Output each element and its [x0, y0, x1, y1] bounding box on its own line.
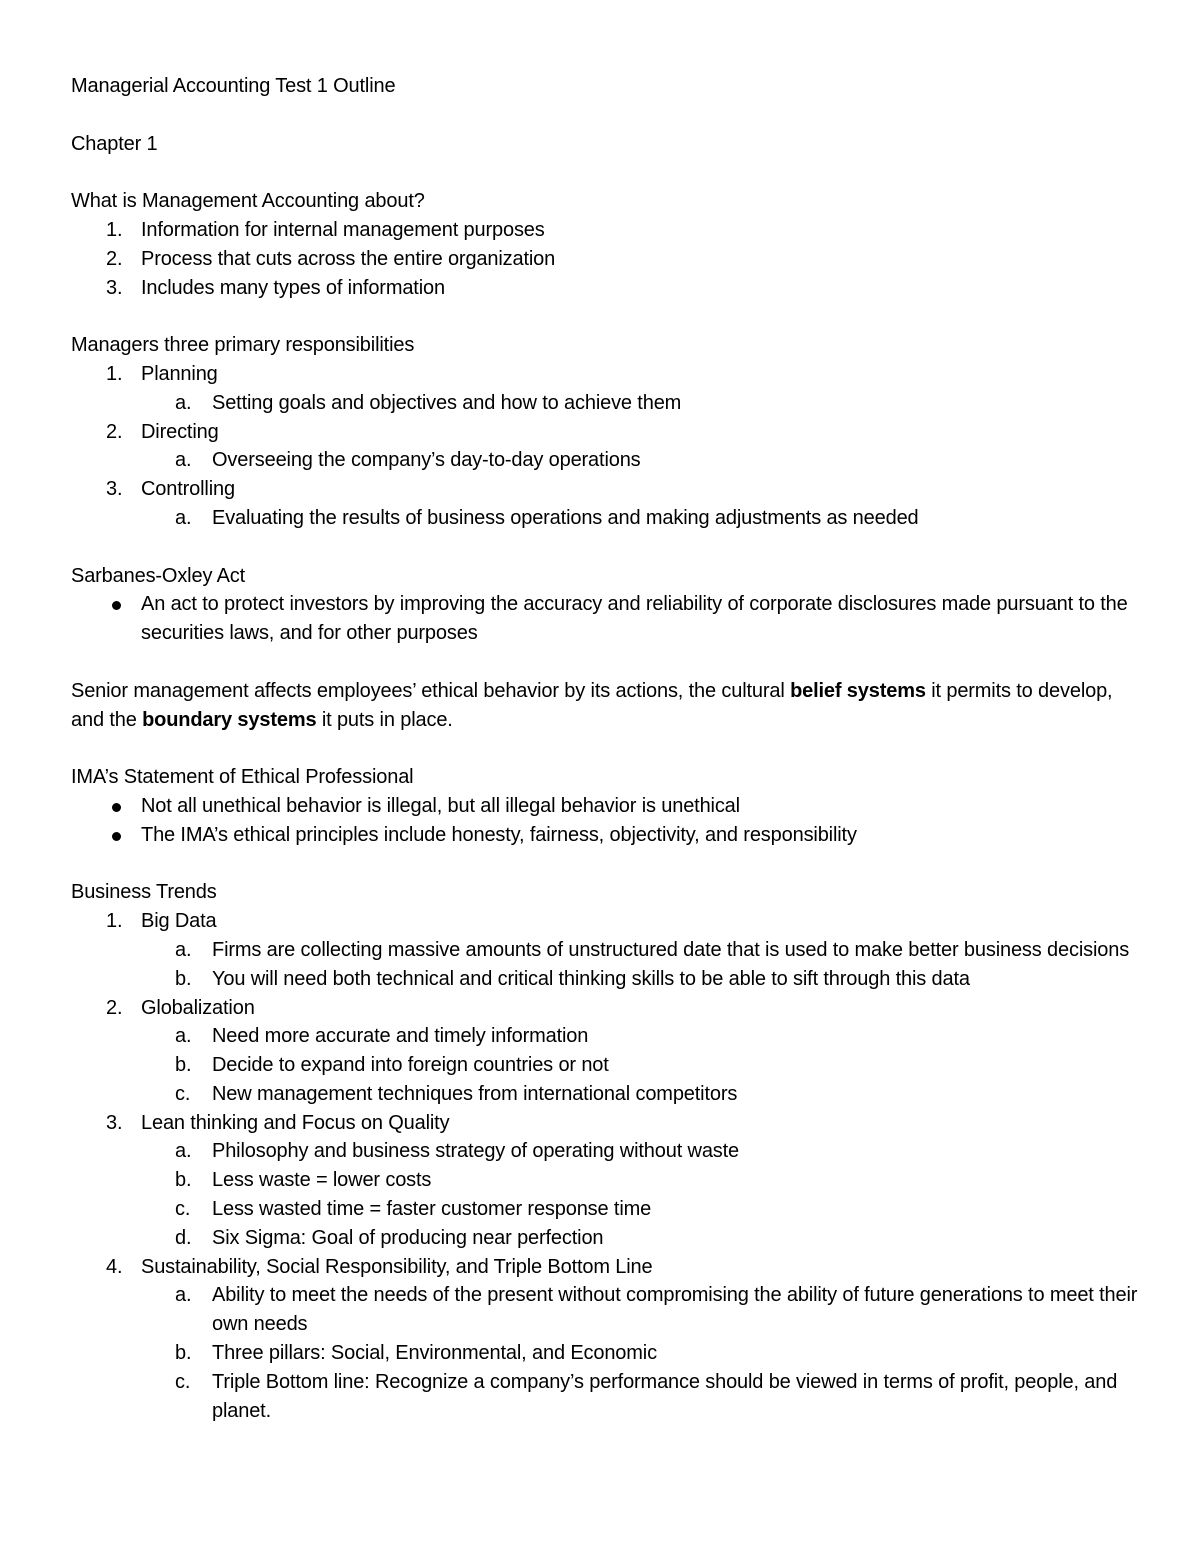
document-page — [71, 72, 1141, 1425]
list-item — [71, 907, 1141, 936]
list-item — [71, 1109, 1141, 1138]
list-item — [71, 475, 1141, 504]
bullet-item-text: The IMA’s ethical principles include honesty, fairness, objectivity, and responsibility — [141, 823, 857, 846]
bullet-item — [71, 792, 1141, 821]
paragraph-text: Senior management affects employees’ ethical behavior by its actions, the cultural — [71, 679, 791, 702]
sub-list-letter: a. — [175, 1284, 192, 1307]
sub-list-item — [71, 936, 1141, 965]
bullet-icon — [112, 803, 121, 812]
bullet-icon — [112, 601, 121, 610]
sub-list-item-text: Overseeing the company’s day-to-day operations — [212, 449, 641, 472]
paragraph-text: it puts in place. — [316, 708, 453, 731]
sub-list-item-text: Triple Bottom line: Recognize a company’s performance should be viewed in terms of profit, people, and planet. — [212, 1370, 1118, 1422]
list-item-text: Directing — [141, 420, 219, 443]
sub-list-letter: b. — [175, 967, 192, 990]
list-number: 3. — [106, 478, 123, 501]
sub-list-item-text: Less waste = lower costs — [212, 1169, 432, 1192]
sub-list-item — [71, 1281, 1141, 1339]
bullet-item-text: An act to protect investors by improving the accuracy and reliability of corporate disclosures made pursuant to the securities laws, and for other purposes — [141, 593, 1128, 645]
sub-list-item-text: Philosophy and business strategy of operating without waste — [212, 1140, 740, 1163]
list-number: 1. — [106, 910, 123, 933]
list-number: 2. — [106, 247, 123, 270]
sub-list-item — [71, 1051, 1141, 1080]
senior-management-paragraph — [71, 677, 1141, 735]
list-item — [71, 1253, 1141, 1282]
sub-list-letter: a. — [175, 391, 192, 414]
list-number: 3. — [106, 1111, 123, 1134]
sub-list-item — [71, 1195, 1141, 1224]
bold-term-boundary-systems: boundary systems — [142, 708, 317, 731]
list-item — [71, 216, 1141, 245]
list-item-text: Includes many types of information — [141, 276, 445, 299]
list-number: 4. — [106, 1255, 123, 1278]
bold-term-belief-systems: belief systems — [790, 679, 926, 702]
sub-list-item-text: Evaluating the results of business operations and making adjustments as needed — [212, 506, 919, 529]
sub-list-item-text: Three pillars: Social, Environmental, and Economic — [212, 1342, 657, 1365]
sub-list-letter: a. — [175, 506, 192, 529]
list-number: 2. — [106, 420, 123, 443]
sub-list-item-text: Six Sigma: Goal of producing near perfection — [212, 1226, 604, 1249]
section-heading-sox: Sarbanes-Oxley Act — [71, 564, 246, 587]
sub-list-item — [71, 1368, 1141, 1426]
sub-list-item — [71, 1166, 1141, 1195]
sub-list-item — [71, 504, 1141, 533]
bullet-icon — [112, 832, 121, 841]
sub-list-item — [71, 446, 1141, 475]
sub-list-letter: a. — [175, 1025, 192, 1048]
list-item — [71, 360, 1141, 389]
sub-list-item-text: Less wasted time = faster customer response time — [212, 1198, 652, 1221]
sub-list-item-text: Need more accurate and timely information — [212, 1025, 589, 1048]
sub-list-letter: d. — [175, 1226, 192, 1249]
list-item-text: Sustainability, Social Responsibility, and Triple Bottom Line — [141, 1255, 653, 1278]
list-item-text: Controlling — [141, 478, 235, 501]
list-item-text: Information for internal management purposes — [141, 218, 545, 241]
list-number: 3. — [106, 276, 123, 299]
sub-list-item — [71, 1339, 1141, 1368]
sub-list-letter: a. — [175, 449, 192, 472]
sub-list-item-text: Firms are collecting massive amounts of unstructured date that is used to make better business decisions — [212, 938, 1130, 961]
sub-list-item — [71, 1022, 1141, 1051]
list-number: 1. — [106, 362, 123, 385]
sub-list-item — [71, 389, 1141, 418]
sub-list-item — [71, 965, 1141, 994]
sub-list-letter: b. — [175, 1169, 192, 1192]
section-heading-trends: Business Trends — [71, 881, 217, 904]
sub-list-item-text: New management techniques from international competitors — [212, 1082, 738, 1105]
list-item-text: Process that cuts across the entire organization — [141, 247, 556, 270]
section-heading-ima: IMA’s Statement of Ethical Professional — [71, 766, 414, 789]
list-item — [71, 274, 1141, 303]
list-item-text: Planning — [141, 362, 218, 385]
sub-list-item-text: Ability to meet the needs of the present without compromising the ability of future generations to meet their own needs — [212, 1284, 1138, 1336]
sub-list-item — [71, 1080, 1141, 1109]
sub-list-letter: b. — [175, 1054, 192, 1077]
list-item — [71, 245, 1141, 274]
bullet-item-text: Not all unethical behavior is illegal, but all illegal behavior is unethical — [141, 794, 740, 817]
list-item — [71, 418, 1141, 447]
bullet-item — [71, 821, 1141, 850]
sub-list-letter: b. — [175, 1342, 192, 1365]
sub-list-item — [71, 1137, 1141, 1166]
sub-list-item-text: Setting goals and objectives and how to achieve them — [212, 391, 682, 414]
section-heading-responsibilities: Managers three primary responsibilities — [71, 334, 415, 357]
chapter-heading: Chapter 1 — [71, 132, 158, 155]
sub-list-item-text: Decide to expand into foreign countries or not — [212, 1054, 609, 1077]
sub-list-letter: a. — [175, 1140, 192, 1163]
sub-list-item-text: You will need both technical and critical thinking skills to be able to sift through this data — [212, 967, 970, 990]
list-item-text: Big Data — [141, 910, 217, 933]
sub-list-letter: a. — [175, 938, 192, 961]
list-number: 1. — [106, 218, 123, 241]
paragraph-text: it permits to develop, and the — [71, 679, 1113, 731]
sub-list-letter: c. — [175, 1370, 191, 1393]
section-heading-about: What is Management Accounting about? — [71, 190, 425, 213]
sub-list-letter: c. — [175, 1082, 191, 1105]
sub-list-letter: c. — [175, 1198, 191, 1221]
list-item-text: Lean thinking and Focus on Quality — [141, 1111, 450, 1134]
sub-list-item — [71, 1224, 1141, 1253]
list-item-text: Globalization — [141, 996, 255, 1019]
list-number: 2. — [106, 996, 123, 1019]
list-item — [71, 994, 1141, 1023]
bullet-item — [71, 590, 1141, 648]
document-title: Managerial Accounting Test 1 Outline — [71, 75, 396, 97]
